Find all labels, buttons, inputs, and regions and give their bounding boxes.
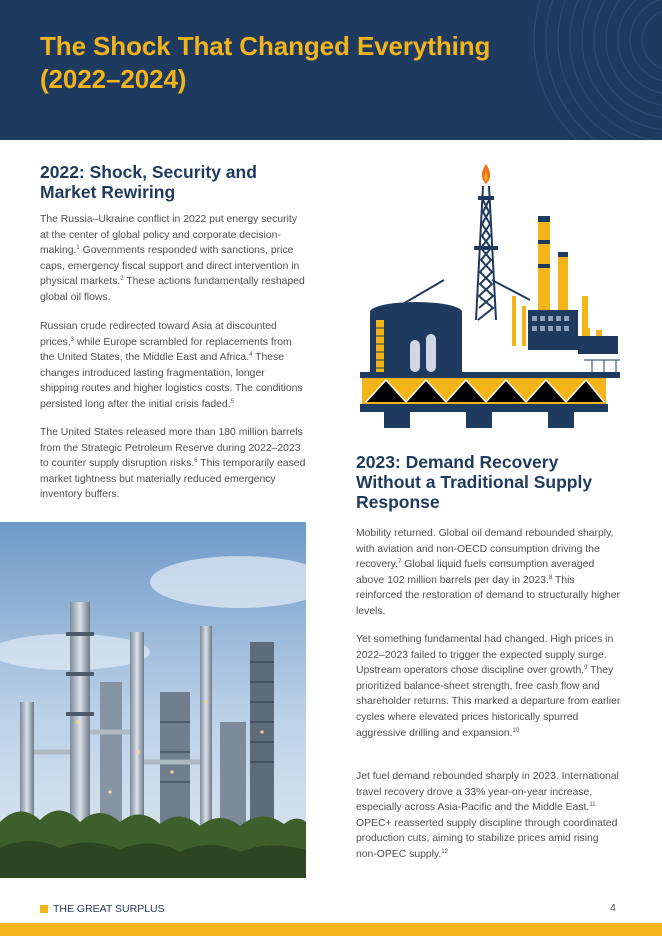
footnote-ref: 8 (548, 574, 553, 581)
section-2023-heading-line-1: 2023: Demand Recovery (356, 452, 559, 472)
footnote-ref: 12 (441, 848, 448, 855)
section-2023-paragraph-3: Jet fuel demand rebounded sharply in 2023. International travel recovery drove a 33% year-on-year increase, especially across Asia-Pacific and the Middle East.$^{11}$ OPEC+ reasserted supply discipline through coordinated production cuts, aiming to stabilize prices amid rising non-OPEC supply.$^{12}$ (356, 771, 619, 860)
page-title (40, 30, 490, 96)
section-2022-heading-line-2: Market Rewiring (40, 182, 176, 202)
footnote-ref: 2 (120, 276, 124, 283)
footnote-ref: 4 (249, 352, 253, 359)
page-number: 4 (610, 902, 616, 914)
section-2022-paragraph-2: Russian crude redirected toward Asia at discounted prices,$^3$ while Europe scrambled for replacements from the United States, the Middle East and Africa.$^4$ These changes introduced lasting fragmentation, longer shipping routes and higher logistics costs. The conditions persisted long after the initial crisis faded.$^5$ (40, 321, 303, 410)
section-2023-heading-line-3: Response (356, 492, 440, 512)
oil-rig-illustration (352, 160, 624, 432)
footer-label-text: THE GREAT SURPLUS (53, 903, 165, 915)
footnote-ref: 3 (70, 336, 74, 343)
section-2023-paragraph-2: Yet something fundamental had changed. High prices in 2022–2023 failed to trigger the expected supply surge. Upstream operators chose discipline over growth.$^9$ They prioritized balance-sheet strength, free cash flow and shareholder returns. This marked a departure from earlier cycles where elevated prices historically spurred aggressive drilling and expansion.$^{10}$ (356, 634, 621, 739)
refinery-photo (0, 522, 306, 878)
section-2023-heading (356, 452, 636, 512)
footnote-ref: 9 (584, 665, 588, 672)
page-title-line-1: The Shock That Changed Everything (40, 31, 491, 61)
footnote-ref: 1 (76, 245, 80, 252)
section-2022-paragraph-1: The Russia–Ukraine conflict in 2022 put energy security at the center of global policy and corporate decision-making.$^1$ Governments responded with sanctions, price caps, emergency fiscal support and direct intervention in physical markets.$^2$ These actions fundamentally reshaped global oil flows. (40, 214, 305, 303)
footer-square-icon (40, 905, 48, 913)
page-title-line-2: (2022–2024) (40, 64, 187, 94)
footer-accent-bar (0, 923, 662, 936)
footnote-ref: 6 (194, 458, 198, 465)
section-2023-paragraph-1: Mobility returned. Global oil demand rebounded sharply, with aviation and non-OECD consumption driving the recovery.$^7$ Global liquid fuels consumption averaged above 102 million barrels per day in 2023.$^8$ This reinforced the restoration of demand to structurally higher levels. (356, 528, 620, 617)
section-2023-heading-line-2: Without a Traditional Supply (356, 472, 593, 492)
footnote-ref: 11 (589, 802, 596, 809)
section-2022-heading-line-1: 2022: Shock, Security and (40, 162, 257, 182)
footnote-ref: 5 (230, 398, 234, 405)
section-2022-heading (40, 162, 320, 202)
page-header (0, 0, 662, 140)
footnote-ref: 10 (512, 727, 520, 734)
footer-publication-label (40, 903, 165, 915)
section-2022-paragraph-3: The United States released more than 180 million barrels from the Strategic Petroleum Reserve during 2022–2023 to counter supply disruption risks.$^6$ This temporarily eased market tightness but materially reduced emergency inventory buffers. (40, 427, 306, 501)
footnote-ref: 7 (397, 559, 402, 566)
